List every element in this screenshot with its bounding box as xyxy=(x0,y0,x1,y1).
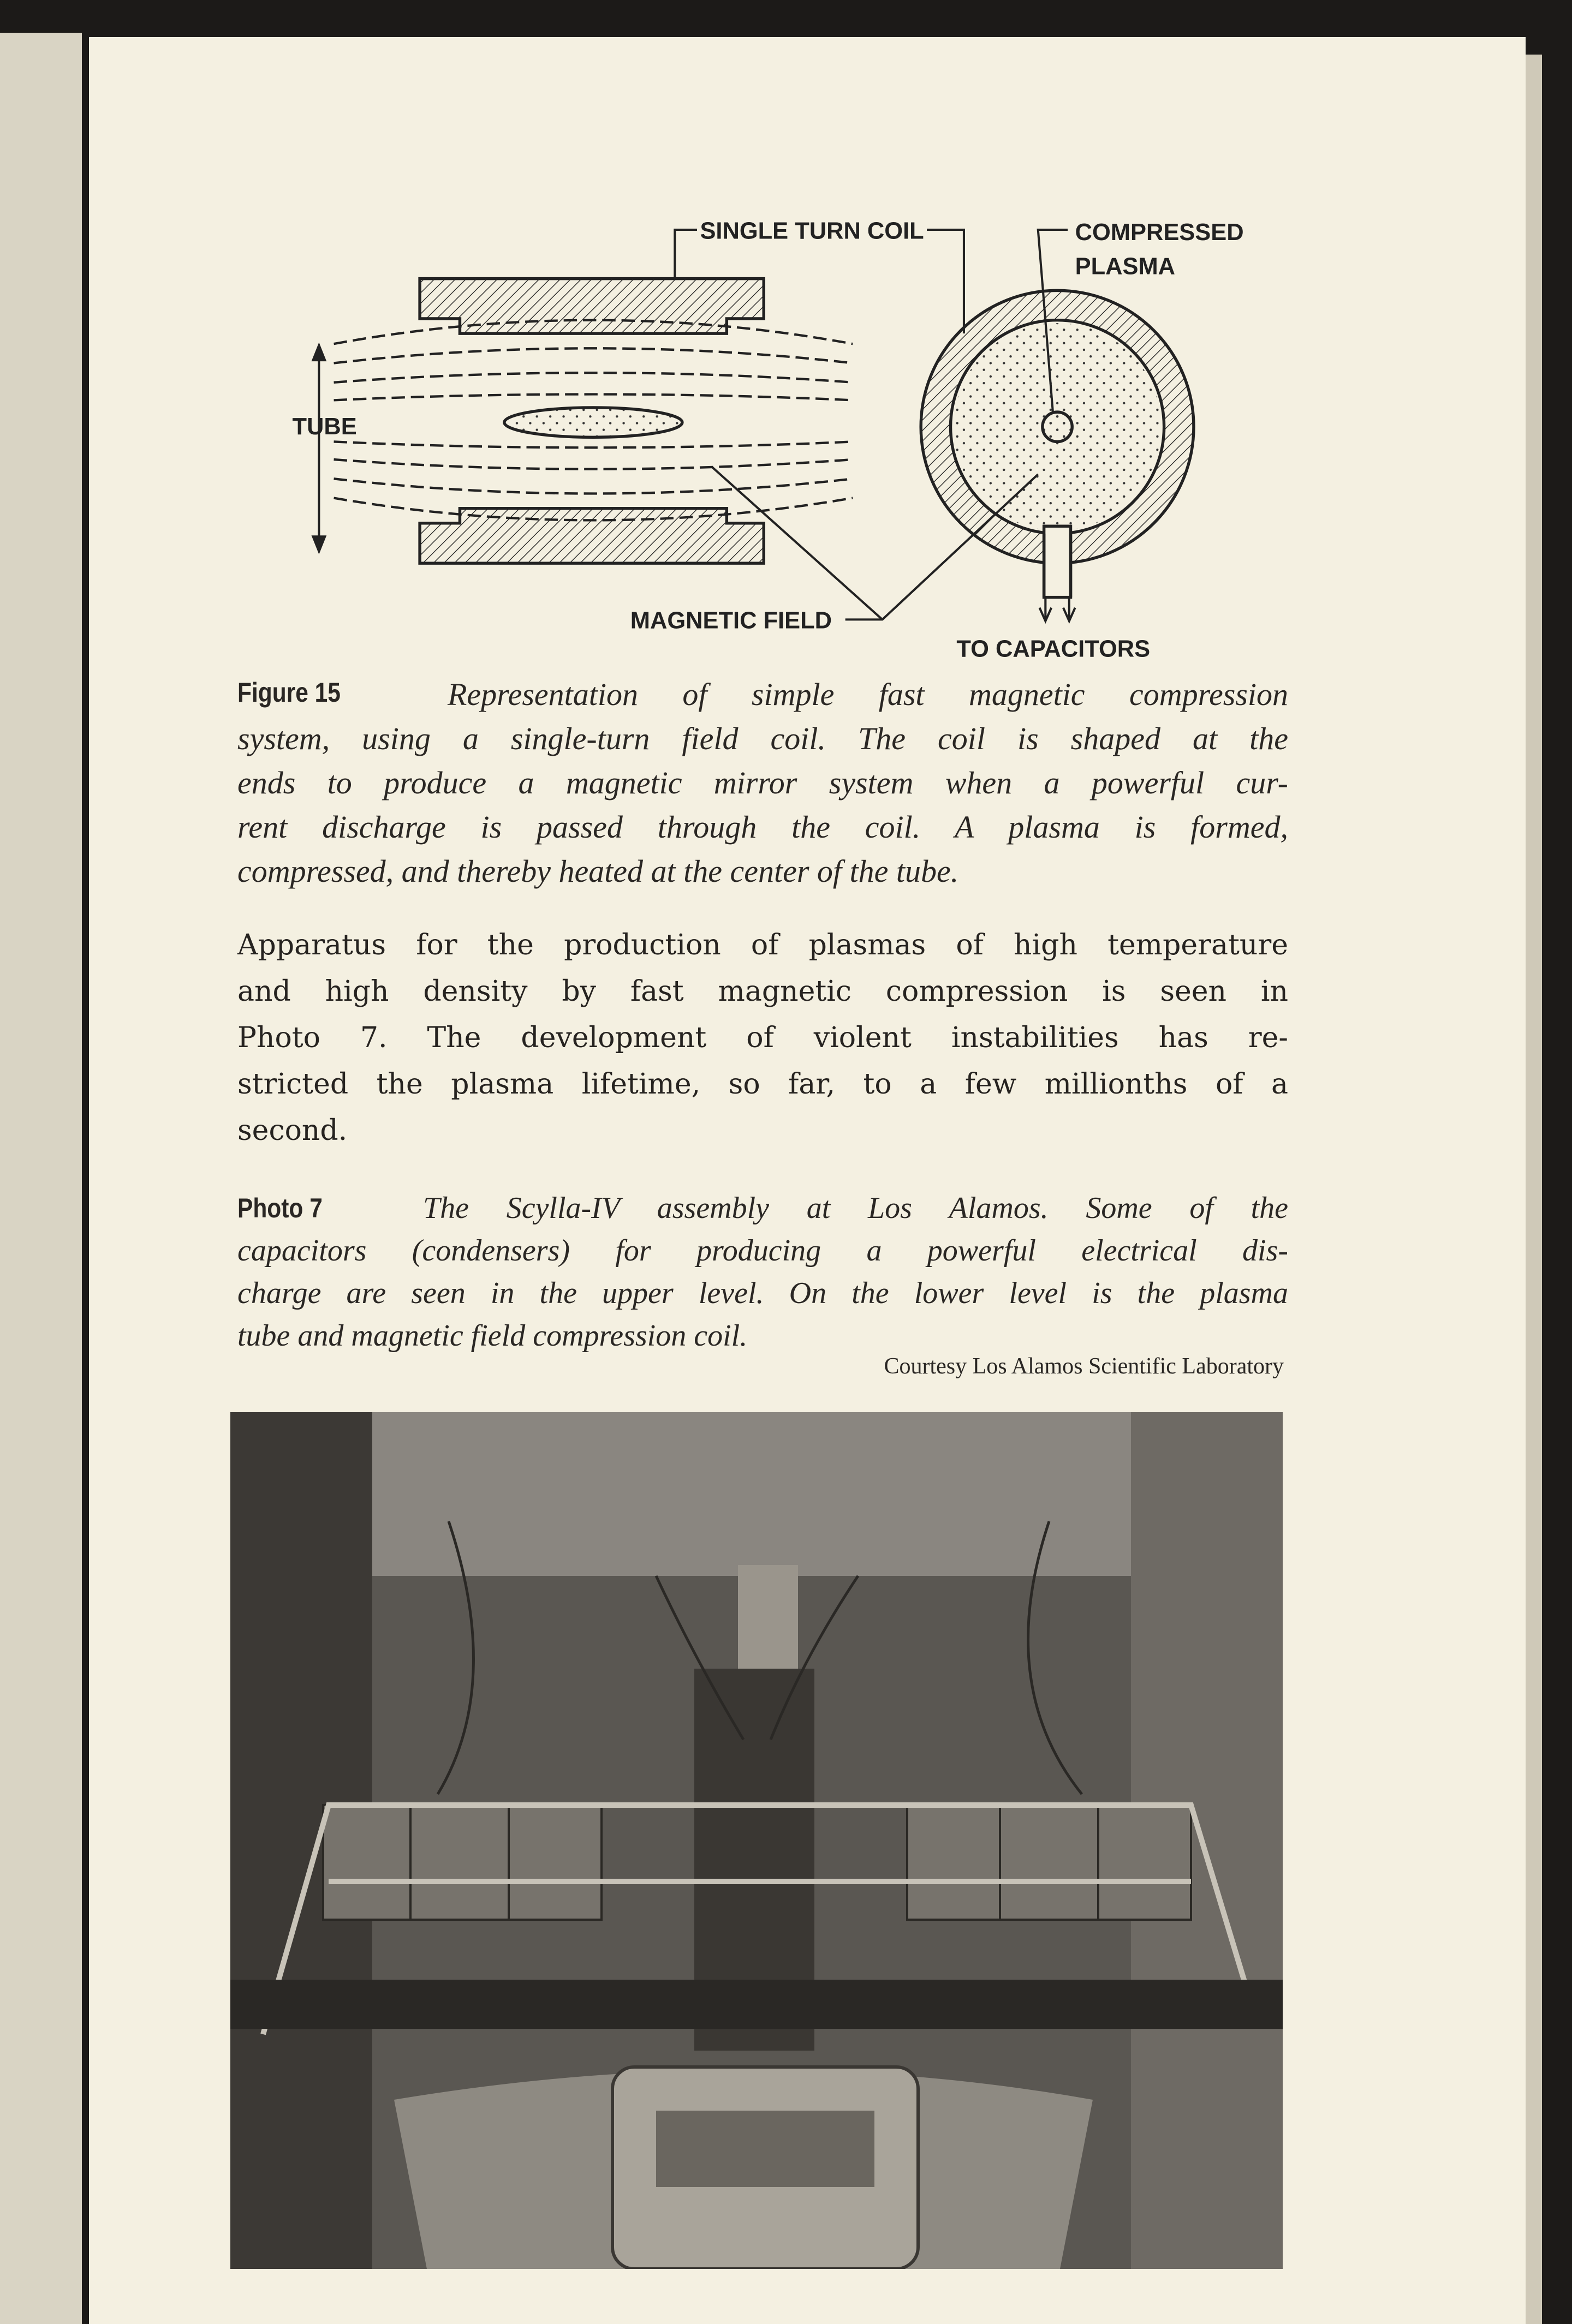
photo-caption-label: Photo 7 xyxy=(237,1193,323,1223)
label-compressed: COMPRESSED xyxy=(1075,219,1244,246)
paragraph-line: second. xyxy=(237,1114,348,1147)
figure-caption-label: Figure 15 xyxy=(237,677,341,708)
label-to-capacitors: TO CAPACITORS xyxy=(956,636,1151,662)
caption-line: Representation of simple fast magnetic compression xyxy=(448,677,1288,712)
paragraph-line: Apparatus for the production of plasmas of high temperature xyxy=(237,929,1288,961)
caption-line: ends to produce a magnetic mirror system when a powerful cur- xyxy=(237,765,1288,800)
caption-line: tube and magnetic field compression coil. xyxy=(237,1319,748,1353)
caption-line: rent discharge is passed through the coil. A plasma is formed, xyxy=(237,809,1288,845)
paragraph-line: Photo 7. The development of violent instabilities has re- xyxy=(237,1021,1288,1054)
body-paragraph xyxy=(237,922,1288,1154)
caption-line: capacitors (condensers) for producing a powerful electrical dis- xyxy=(237,1234,1288,1268)
photo-caption xyxy=(237,1187,1288,1357)
scylla-iv-photo xyxy=(230,1412,1283,2269)
plasma-column xyxy=(504,408,682,437)
caption-line: compressed, and thereby heated at the center of the tube. xyxy=(237,853,959,889)
photo-credit: Courtesy Los Alamos Scientific Laboratory xyxy=(884,1354,1284,1379)
photo-illustration xyxy=(230,1412,1283,2269)
label-single-turn-coil: SINGLE TURN COIL xyxy=(700,218,924,244)
paragraph-line: and high density by fast magnetic compression is seen in xyxy=(237,975,1288,1008)
label-tube: TUBE xyxy=(292,413,357,440)
label-plasma: PLASMA xyxy=(1075,253,1176,280)
figure-caption xyxy=(237,672,1288,893)
caption-line: The Scylla-IV assembly at Los Alamos. Some of the xyxy=(423,1191,1288,1225)
caption-line: charge are seen in the upper level. On the lower level is the plasma xyxy=(237,1276,1288,1310)
paragraph-line: stricted the plasma lifetime, so far, to a few millionths of a xyxy=(237,1068,1288,1101)
caption-line: system, using a single-turn field coil. The coil is shaped at the xyxy=(237,721,1288,756)
label-magnetic-field: MAGNETIC FIELD xyxy=(630,607,832,634)
tube-arrow xyxy=(313,345,325,552)
coil-end-view xyxy=(921,290,1194,597)
